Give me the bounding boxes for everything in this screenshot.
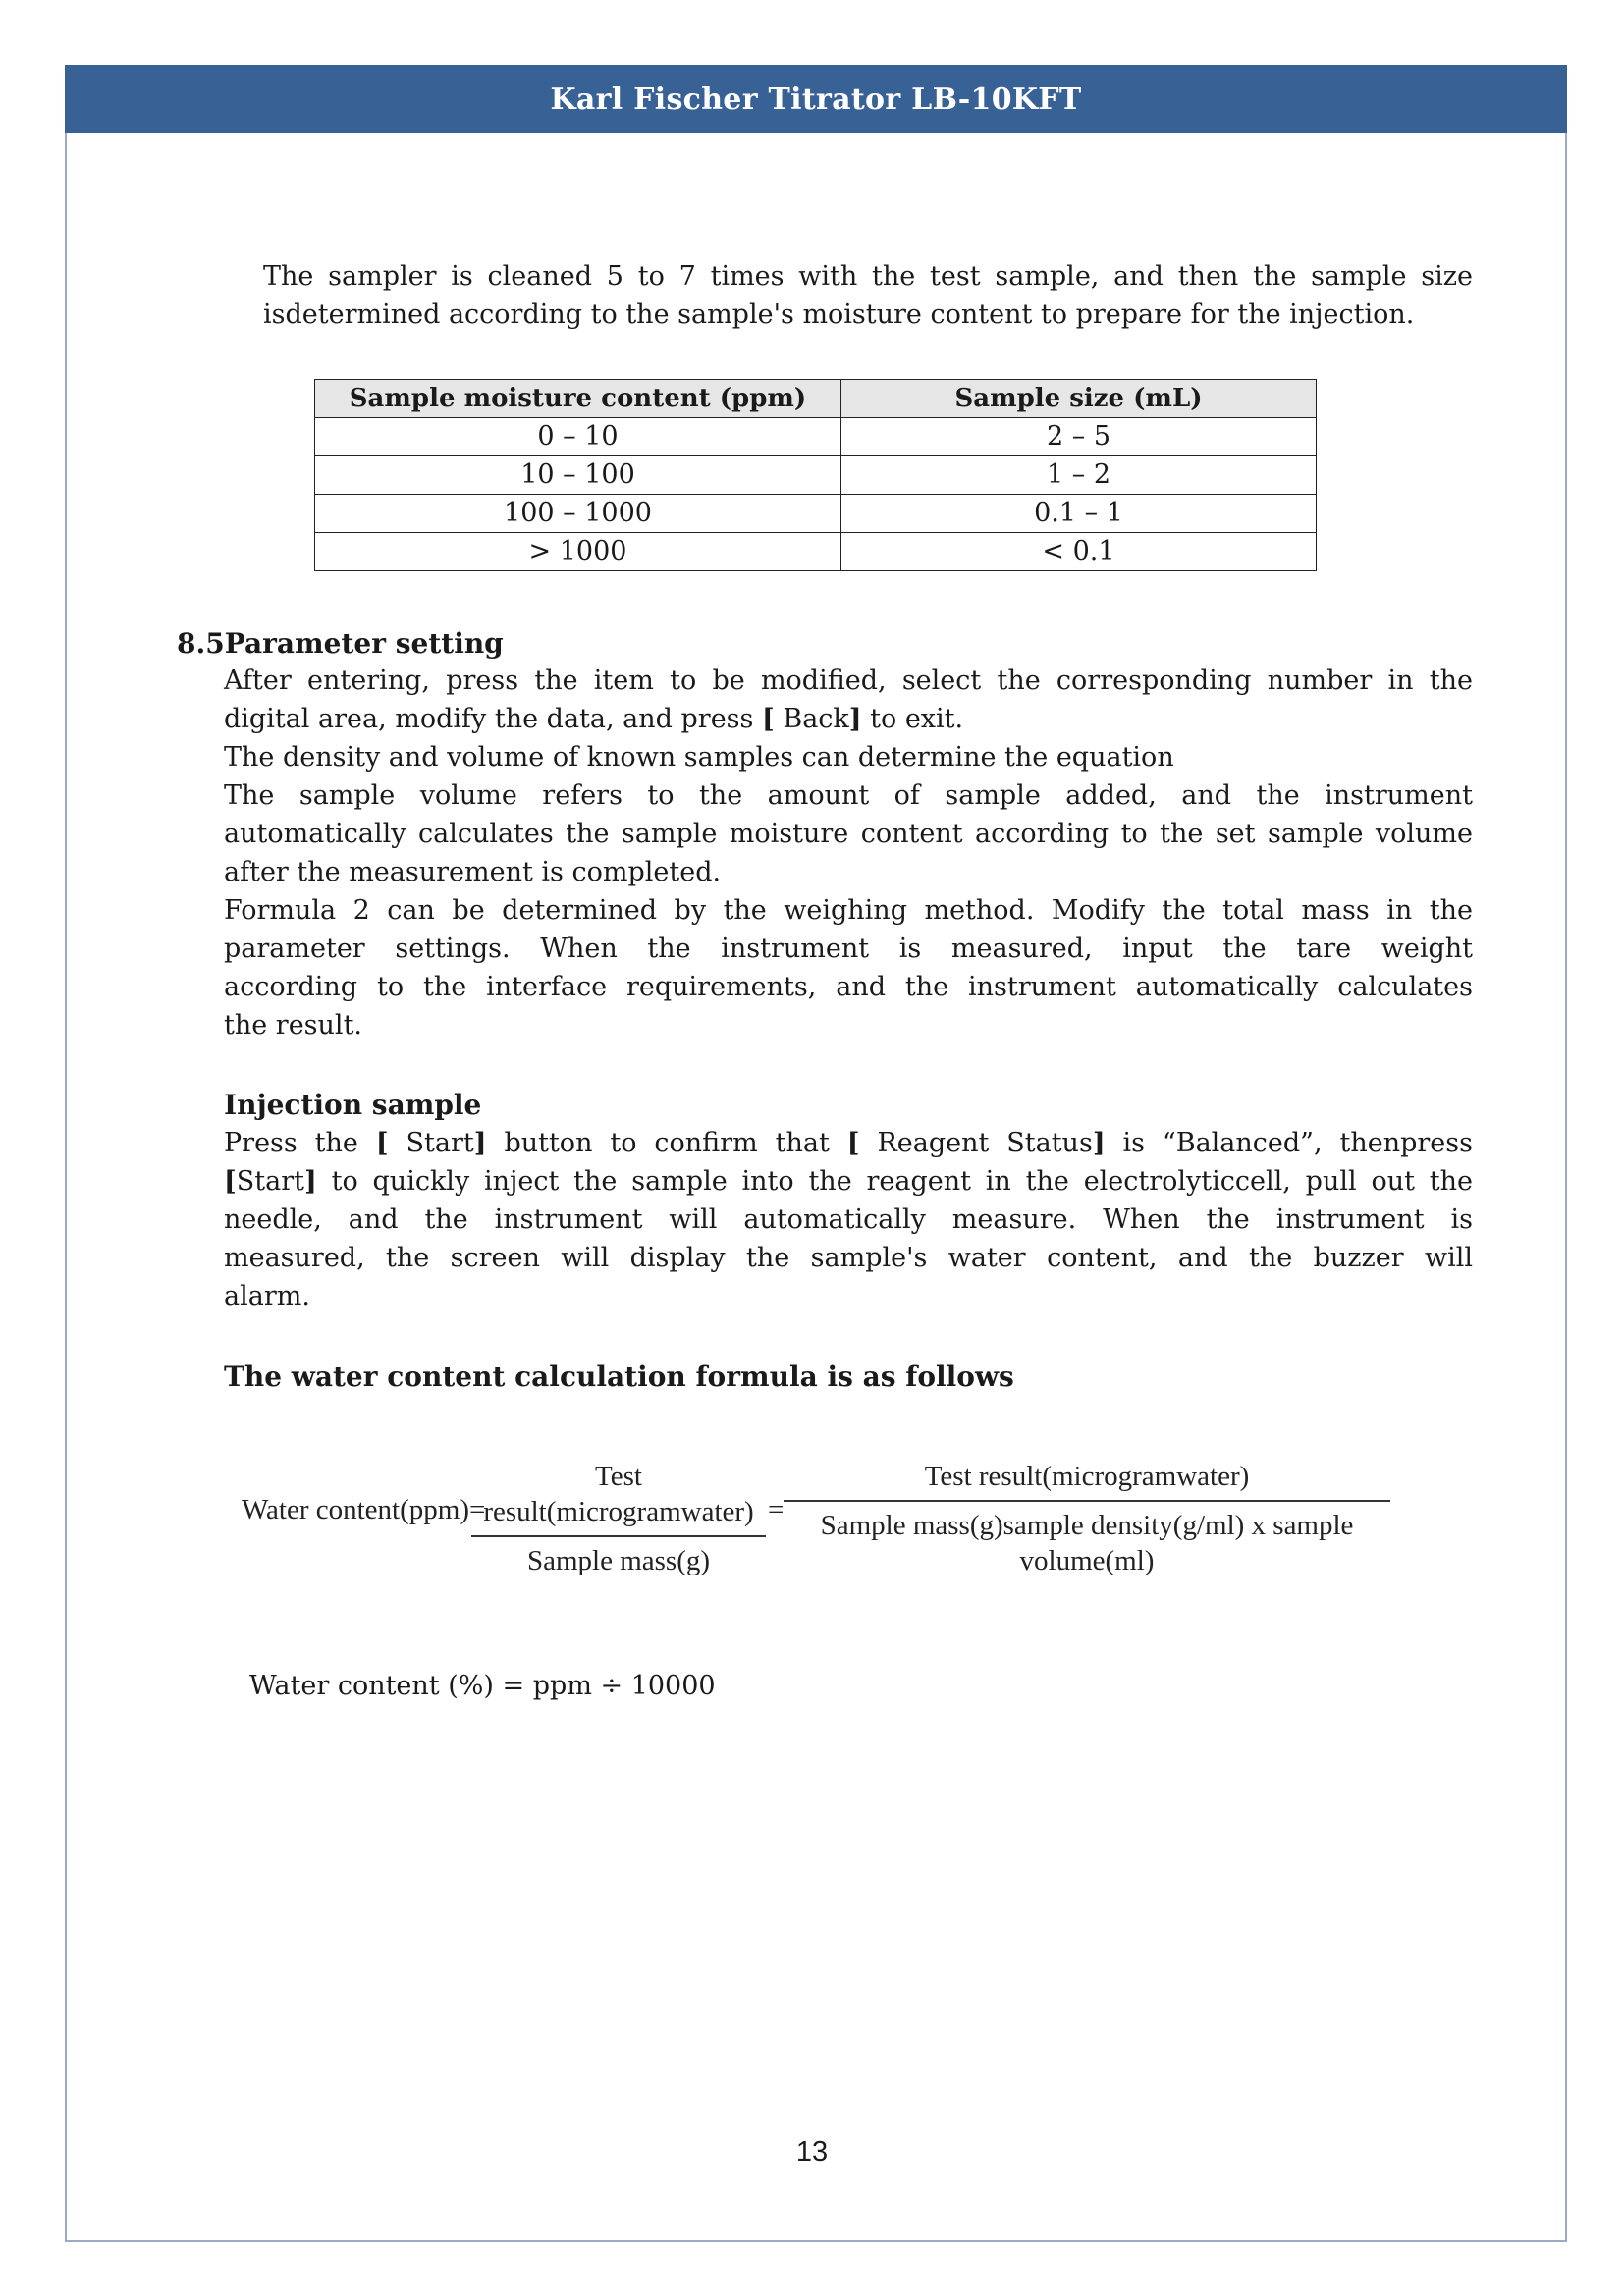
- section-heading: 8.5Parameter setting: [177, 627, 504, 660]
- body-line: needle, and the instrument will automatically measure. When the instrument is: [224, 1204, 1473, 1235]
- bracket: [: [224, 1166, 237, 1197]
- body-line: measured, the screen will display the sample's water content, and the buzzer will: [224, 1243, 1473, 1273]
- formula-denominator: Sample mass(g)sample density(g/ml) x sample volume(ml): [820, 1510, 1354, 1576]
- page-header: [65, 65, 1567, 133]
- body-line-back: [224, 700, 1473, 738]
- formula-fraction: [784, 1459, 1390, 1578]
- water-content-formula: [242, 1459, 1390, 1576]
- body-line-text: digital area, modify the data, and press: [224, 704, 754, 734]
- body-line: The sample volume refers to the amount of sample added, and the instrument: [224, 780, 1473, 811]
- table-header-row: [315, 380, 1317, 418]
- bracket: [: [375, 1128, 389, 1158]
- table-row: [315, 418, 1317, 456]
- body-line: according to the interface requirements, and the instrument automatically calculates: [224, 972, 1473, 1002]
- bracket: ]: [848, 704, 862, 734]
- table-cell: 1 – 2: [841, 456, 1317, 495]
- formula-fraction: [471, 1459, 766, 1578]
- injection-body: [224, 1124, 1473, 1315]
- header-title: Karl Fischer Titrator LB-10KFT: [550, 81, 1082, 117]
- table-header-cell: Sample moisture content (ppm): [315, 380, 841, 418]
- formula-numerator: Test result(microgramwater): [483, 1461, 754, 1527]
- table-cell: 2 – 5: [841, 418, 1317, 456]
- body-line-text: to exit.: [861, 704, 964, 734]
- table-row: [315, 533, 1317, 571]
- body-line: automatically calculates the sample moisture content according to the set sample volume: [224, 819, 1473, 849]
- start-label: Start: [388, 1128, 474, 1158]
- body-line: the result.: [224, 1010, 362, 1041]
- injection-heading: Injection sample: [224, 1089, 482, 1121]
- formula-denominator: Sample mass(g): [526, 1545, 711, 1576]
- table-cell: 0 – 10: [315, 418, 841, 456]
- intro-line: The sampler is cleaned 5 to 7 times with the test sample, and then the sample size: [263, 261, 1473, 292]
- body-line-text: to quickly inject the sample into the reagent in the electrolyticcell, pull out the: [316, 1166, 1473, 1197]
- body-line: parameter settings. When the instrument is measured, input the tare weight: [224, 934, 1473, 964]
- fraction-bar: [471, 1535, 766, 1537]
- formula-equals: =: [768, 1494, 785, 1525]
- table-cell: 100 – 1000: [315, 495, 841, 533]
- parameter-setting-body: [224, 662, 1473, 1044]
- body-line: Formula 2 can be determined by the weighing method. Modify the total mass in the: [224, 895, 1473, 926]
- page-number: 13: [795, 2136, 829, 2167]
- intro-paragraph: [263, 257, 1473, 334]
- table-header-cell: Sample size (mL): [841, 380, 1317, 418]
- body-line-text: is “Balanced”, thenpress: [1105, 1128, 1473, 1158]
- bracket: ]: [303, 1166, 317, 1197]
- table-cell: 10 – 100: [315, 456, 841, 495]
- body-line: The density and volume of known samples can determine the equation: [224, 742, 1174, 773]
- table-row: [315, 495, 1317, 533]
- fraction-bar: [784, 1500, 1390, 1502]
- body-line: after the measurement is completed.: [224, 857, 722, 887]
- bracket: ]: [1092, 1128, 1106, 1158]
- bracket: [: [761, 704, 775, 734]
- table-cell: > 1000: [315, 533, 841, 571]
- body-line-text: button to confirm that: [486, 1128, 847, 1158]
- body-line: [224, 1124, 1473, 1162]
- sample-size-table: [314, 379, 1317, 571]
- body-line: After entering, press the item to be modified, select the corresponding number in the: [224, 666, 1473, 696]
- formula-label: Water content(ppm)=: [242, 1494, 486, 1525]
- body-line-text: Press the: [224, 1128, 376, 1158]
- table-row: [315, 456, 1317, 495]
- back-label: Back: [774, 704, 849, 734]
- formula-numerator: Test result(microgramwater): [924, 1461, 1250, 1492]
- start-label: Start: [236, 1166, 304, 1197]
- body-line: alarm.: [224, 1281, 310, 1311]
- bracket: ]: [473, 1128, 487, 1158]
- reagent-status-label: Reagent Status: [859, 1128, 1093, 1158]
- table-cell: 0.1 – 1: [841, 495, 1317, 533]
- table-cell: < 0.1: [841, 533, 1317, 571]
- percent-formula: Water content (%) = ppm ÷ 10000: [249, 1671, 716, 1701]
- intro-line: isdetermined according to the sample's moisture content to prepare for the injection.: [263, 299, 1415, 330]
- formula-heading: The water content calculation formula is as follows: [224, 1361, 1014, 1393]
- body-line: [224, 1162, 1473, 1201]
- bracket: [: [846, 1128, 860, 1158]
